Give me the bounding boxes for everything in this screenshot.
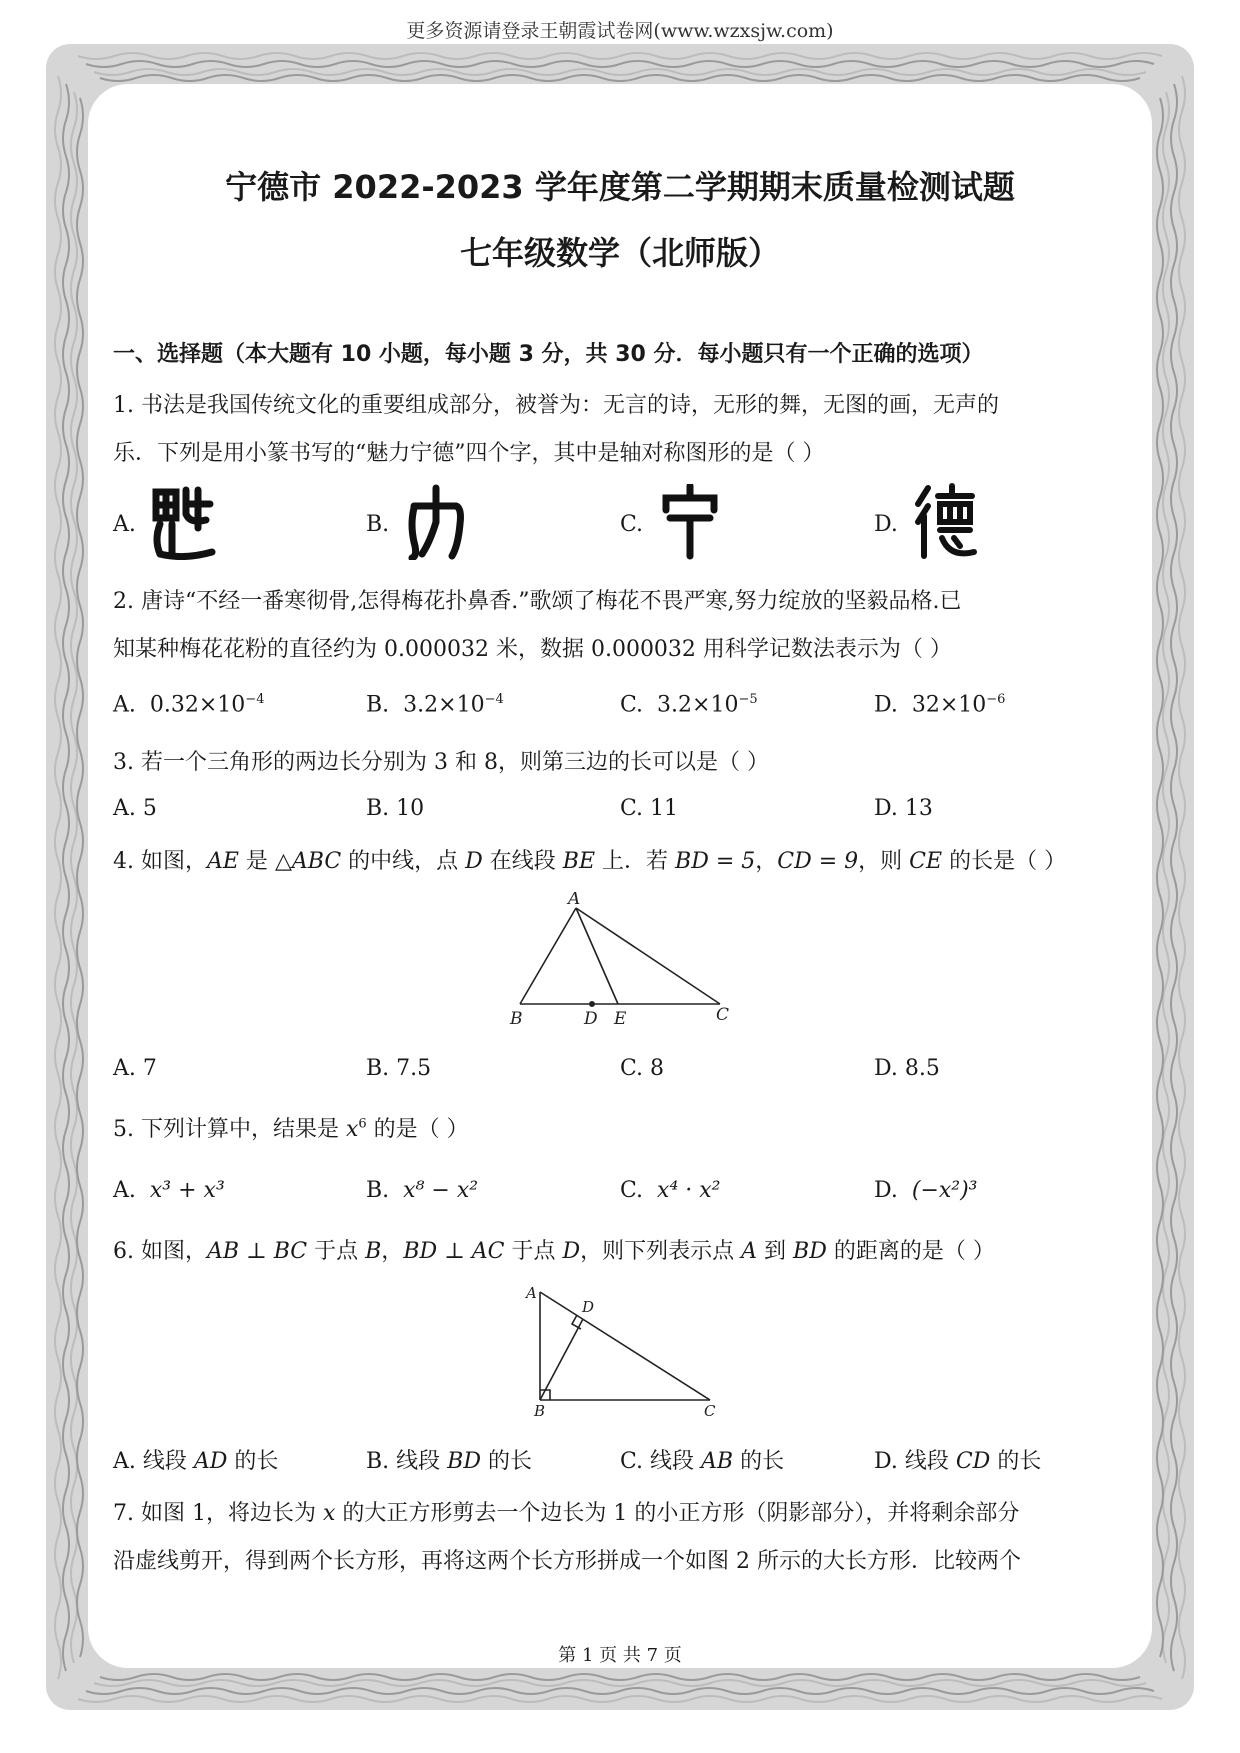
q2-option-b-base: 3.2×10 <box>403 692 485 718</box>
q4-cond: 上．若 <box>595 849 676 874</box>
q5-option-a-label: A. <box>113 1178 136 1203</box>
q3-option-d[interactable]: D. 13 <box>874 796 933 821</box>
q2-option-d[interactable] <box>874 692 1005 717</box>
q3-option-b[interactable]: B. 10 <box>366 796 425 821</box>
question-6-line-1 <box>113 1234 1133 1265</box>
q6-option-d-seg: CD <box>955 1449 991 1474</box>
q5-option-c-expr: x⁴ · x² <box>657 1178 721 1203</box>
q2-option-d-exp: −6 <box>986 692 1006 707</box>
q4-mid: 的中线，点 <box>341 849 466 874</box>
q5-x: x <box>345 1117 359 1142</box>
q6-mid2: 于点 <box>504 1239 563 1264</box>
q2-option-c-base: 3.2×10 <box>657 692 739 718</box>
question-2-line-1: 2. 唐诗“不经一番寒彻骨,怎得梅花扑鼻香.”歌颂了梅花不畏严寒,努力绽放的坚毅品格.已 <box>113 589 962 614</box>
q5-option-c-label: C. <box>620 1178 644 1203</box>
q4-option-b[interactable]: B. 7.5 <box>366 1056 432 1081</box>
q5-option-d-label: D. <box>874 1178 898 1203</box>
section-heading: 一、选择题（本大题有 10 小题，每小题 3 分，共 30 分．每小题只有一个正确的选项） <box>113 342 984 367</box>
q4-label-e: E <box>614 1009 627 1029</box>
q6-option-c[interactable] <box>620 1444 784 1475</box>
q6-option-c-label: C. 线段 <box>620 1449 702 1474</box>
q4-cd: CD = 9 <box>777 849 859 874</box>
q4-label-b: B <box>510 1009 523 1029</box>
q4-ce: CE <box>909 849 943 874</box>
q6-option-b-seg: BD <box>447 1449 481 1474</box>
q6-comma: ， <box>381 1239 404 1264</box>
question-1-line-1: 1. 书法是我国传统文化的重要组成部分，被誉为：无言的诗，无形的舞，无图的画，无声的 <box>113 393 999 418</box>
q7-x: x <box>322 1501 336 1526</box>
q5-post: 的是（ ） <box>366 1117 469 1142</box>
q6-mid1: 于点 <box>307 1239 366 1264</box>
q4-on: 在线段 <box>482 849 563 874</box>
q7-post: 的大正方形剪去一个边长为 1 的小正方形（阴影部分），并将剩余部分 <box>335 1501 1020 1526</box>
q5-option-a[interactable] <box>113 1178 225 1203</box>
q6-option-d[interactable] <box>874 1444 1041 1475</box>
q4-label-d: D <box>584 1009 598 1029</box>
q6-option-b[interactable] <box>366 1444 532 1475</box>
q4-triangle: △ABC <box>274 849 342 874</box>
q2-option-d-base: 32×10 <box>911 692 987 718</box>
q5-option-d-expr: (−x²)³ <box>911 1178 978 1203</box>
q4-bd: BD = 5 <box>675 849 756 874</box>
q6-option-d-suffix: 的长 <box>990 1449 1042 1474</box>
q6-option-a[interactable] <box>113 1444 278 1475</box>
q4-then: ，则 <box>858 849 910 874</box>
q4-comma: ， <box>755 849 778 874</box>
question-4-line-1 <box>113 844 1133 875</box>
q3-option-c[interactable]: C. 11 <box>620 796 679 821</box>
q6-bd-ac: BD ⊥ AC <box>403 1239 505 1264</box>
q5-option-d[interactable] <box>874 1178 978 1203</box>
q6-option-a-seg: AD <box>193 1449 228 1474</box>
seal-glyph-mei-icon <box>150 484 216 560</box>
q4-pre: 4. 如图， <box>113 849 207 874</box>
q6-option-b-suffix: 的长 <box>480 1449 532 1474</box>
title-subtitle: 七年级数学（北师版） <box>459 234 780 272</box>
q2-option-b[interactable] <box>366 692 504 717</box>
q4-ask: 的长是（ ） <box>942 849 1067 874</box>
q6-right-triangle-figure <box>520 1284 730 1420</box>
q6-option-d-label: D. 线段 <box>874 1449 956 1474</box>
q4-triangle-figure <box>500 892 740 1032</box>
q3-option-a[interactable]: A. 5 <box>113 796 157 821</box>
q6-option-c-suffix: 的长 <box>733 1449 785 1474</box>
q2-option-a-label: A. <box>113 692 136 718</box>
q5-exp: 6 <box>358 1116 367 1132</box>
q5-option-b[interactable] <box>366 1178 478 1203</box>
q2-option-d-label: D. <box>874 692 898 718</box>
q6-label-c: C <box>704 1402 716 1420</box>
q2-option-a[interactable] <box>113 692 264 717</box>
q4-ae: AE <box>206 849 239 874</box>
q6-label-a: A <box>526 1284 537 1302</box>
q4-option-a[interactable]: A. 7 <box>113 1056 157 1081</box>
question-5-line-1 <box>113 1112 1133 1143</box>
question-7-line-2: 沿虚线剪开，得到两个长方形，再将这两个长方形拼成一个如图 2 所示的大长方形．比较两个 <box>113 1549 1021 1574</box>
question-7-line-1 <box>113 1496 1133 1527</box>
question-1-line-2: 乐．下列是用小篆书写的“魅力宁德”四个字，其中是轴对称图形的是（ ） <box>113 441 825 466</box>
q4-option-c[interactable]: C. 8 <box>620 1056 665 1081</box>
q5-option-a-expr: x³ + x³ <box>149 1178 225 1203</box>
q4-is: 是 <box>238 849 275 874</box>
q6-label-b: B <box>534 1402 546 1420</box>
page-footer: 第 1 页 共 7 页 <box>558 1645 682 1666</box>
q6-bd: BD <box>793 1239 827 1264</box>
question-2-line-2: 知某种梅花花粉的直径约为 0.000032 米，数据 0.000032 用科学记数法表示为（ ） <box>113 637 952 662</box>
q6-to: 到 <box>757 1239 794 1264</box>
q7-pre: 7. 如图 1，将边长为 <box>113 1501 323 1526</box>
q2-option-c-label: C. <box>620 692 644 718</box>
q6-option-a-label: A. 线段 <box>113 1449 194 1474</box>
q1-option-a[interactable]: A. <box>113 512 136 537</box>
q1-option-d[interactable]: D. <box>874 512 898 537</box>
seal-glyph-de-icon <box>914 482 980 562</box>
q2-option-c[interactable] <box>620 692 758 717</box>
q2-option-a-exp: −4 <box>245 692 265 707</box>
q6-a: A <box>741 1239 758 1264</box>
q6-b: B <box>365 1239 382 1264</box>
q6-d: D <box>562 1239 581 1264</box>
top-banner: 更多资源请登录王朝霞试卷网(www.wzxsjw.com) <box>406 20 834 42</box>
q4-be: BE <box>562 849 596 874</box>
q6-label-d: D <box>582 1298 595 1316</box>
q5-option-b-label: B. <box>366 1178 390 1203</box>
q4-option-d[interactable]: D. 8.5 <box>874 1056 940 1081</box>
q2-option-b-label: B. <box>366 692 390 718</box>
q4-label-a: A <box>568 892 581 909</box>
q6-ask: 的距离的是（ ） <box>826 1239 995 1264</box>
q1-option-c[interactable]: C. <box>620 512 644 537</box>
q6-option-b-label: B. 线段 <box>366 1449 448 1474</box>
q6-pre: 6. 如图， <box>113 1239 207 1264</box>
q5-option-b-expr: x⁸ − x² <box>403 1178 479 1203</box>
q2-option-a-base: 0.32×10 <box>149 692 246 718</box>
q2-option-b-exp: −4 <box>484 692 504 707</box>
q1-option-b[interactable]: B. <box>366 512 390 537</box>
question-3-line-1: 3. 若一个三角形的两边长分别为 3 和 8，则第三边的长可以是（ ） <box>113 750 769 775</box>
q6-ab-bc: AB ⊥ BC <box>206 1239 308 1264</box>
q6-option-c-seg: AB <box>701 1449 734 1474</box>
page-white-area <box>88 84 1152 1668</box>
q2-option-c-exp: −5 <box>738 692 758 707</box>
q5-pre: 5. 下列计算中，结果是 <box>113 1117 346 1142</box>
q4-d: D <box>465 849 483 874</box>
title-main: 宁德市 2022-2023 学年度第二学期期末质量检测试题 <box>225 168 1015 206</box>
seal-glyph-li-icon <box>408 484 464 560</box>
q5-option-c[interactable] <box>620 1178 720 1203</box>
q6-option-a-suffix: 的长 <box>227 1449 279 1474</box>
q6-then: ，则下列表示点 <box>580 1239 742 1264</box>
q4-label-c: C <box>716 1005 730 1025</box>
seal-glyph-ning-icon <box>660 484 720 560</box>
